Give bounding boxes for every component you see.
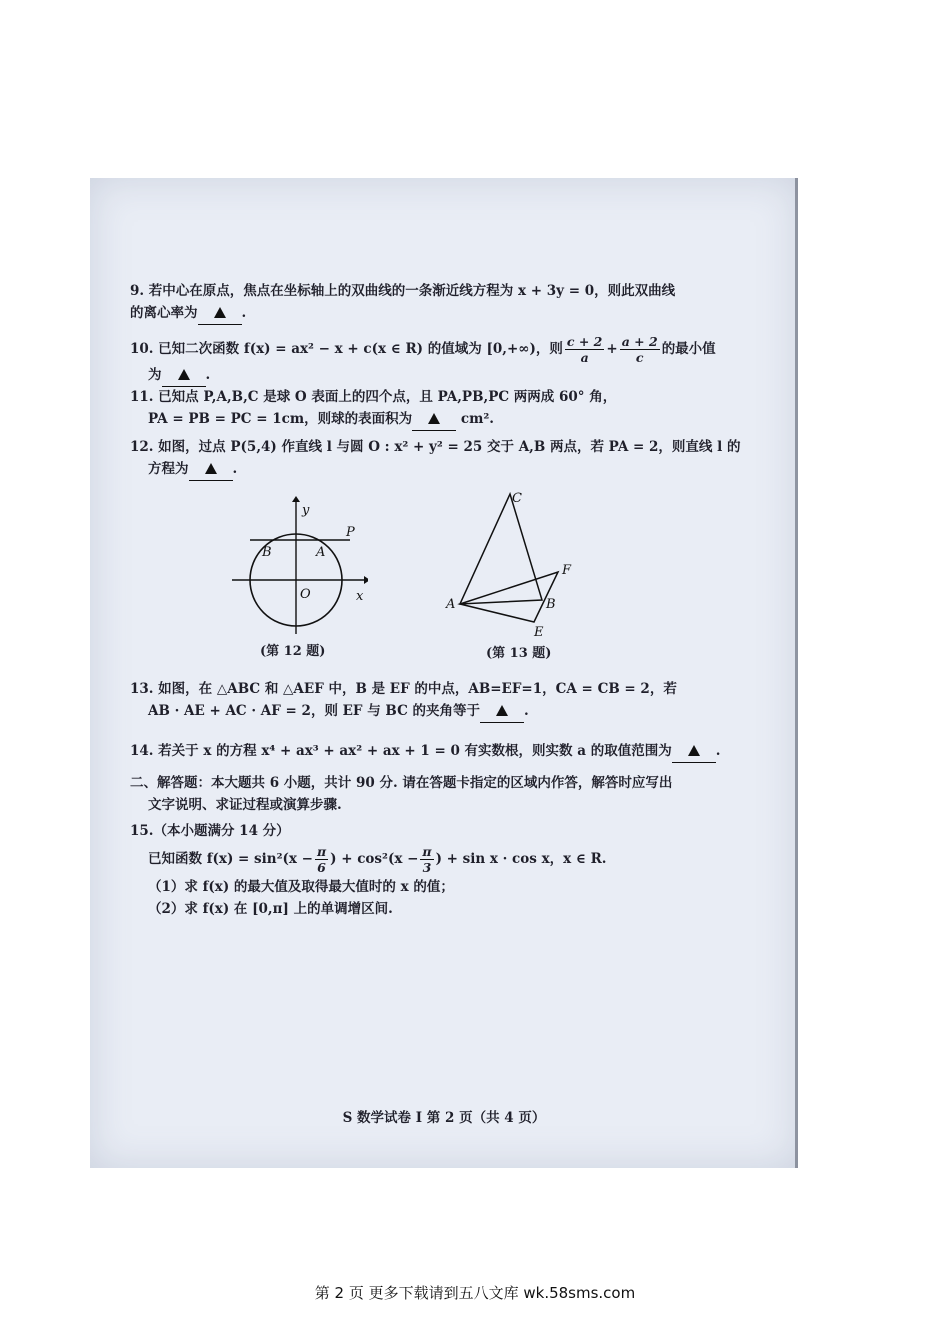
answer-blank — [162, 364, 206, 387]
label-y: y — [302, 503, 310, 518]
triangle-icon — [205, 463, 217, 474]
triangle-aef — [460, 572, 558, 622]
triangle-icon — [428, 413, 440, 424]
label-f: F — [562, 563, 572, 578]
label-x: x — [356, 589, 364, 604]
q9-line1: 9. 若中心在原点，焦点在坐标轴上的双曲线的一条渐近线方程为 x + 3y = 0，则此双曲线 — [130, 283, 676, 299]
fraction-2: $\frac{a + 2}{c}$ — [621, 333, 658, 365]
label-a: A — [446, 597, 456, 612]
scan-page-footer: S 数学试卷 I 第 2 页（共 4 页） — [342, 1110, 546, 1126]
answer-blank — [672, 740, 716, 763]
figure-12-circle-diagram — [228, 496, 368, 636]
q12-line2: 方程为 . — [130, 458, 740, 481]
answer-blank — [480, 700, 524, 723]
section-2-line1: 二、解答题：本大题共 6 小题，共计 90 分. 请在答题卡指定的区域内作答，解答时应写出 — [130, 775, 673, 791]
scan-edge — [795, 178, 798, 1168]
triangle-icon — [496, 705, 508, 716]
label-a: A — [316, 545, 326, 560]
pi-over-3: $\frac{\pi}{3}$ — [422, 843, 432, 875]
label-b: B — [546, 597, 556, 612]
question-12 — [130, 436, 740, 481]
x-arrow-icon — [364, 576, 368, 584]
q15-part2: （2）求 f(x) 在 [0,π] 上的单调增区间. — [148, 901, 393, 917]
answer-blank — [189, 458, 233, 481]
triangle-icon — [214, 307, 226, 318]
section-2-line2: 文字说明、求证过程或演算步骤. — [148, 797, 342, 813]
q10-line1: 10. 已知二次函数 f(x) = ax² − x + c(x ∈ R) 的值域为 [0,+∞)，则 $\frac{c + 2}{a}$ + $\frac{a + 2}{c}$ 的最小值 — [130, 333, 716, 365]
label-e: E — [534, 625, 544, 636]
question-15 — [130, 820, 607, 920]
page-footer: 第 2 页 更多下载请到五八文库 wk.58sms.com — [314, 1284, 636, 1302]
question-13 — [130, 678, 677, 723]
figure-12-caption: (第 12 题) — [260, 644, 326, 659]
section-2-heading — [130, 772, 672, 816]
q11-line1: 11. 已知点 P,A,B,C 是球 O 表面上的四个点，且 PA,PB,PC 两两成 60° 角， — [130, 389, 617, 405]
scanned-exam-page — [90, 178, 798, 1168]
answer-blank — [412, 408, 456, 431]
pi-over-6: $\frac{\pi}{6}$ — [316, 843, 327, 875]
q13-line2: AB · AE + AC · AF = 2，则 EF 与 BC 的夹角等于 . — [130, 700, 677, 723]
question-10 — [130, 334, 716, 387]
q12-line1: 12. 如图，过点 P(5,4) 作直线 l 与圆 O : x² + y² = 25 交于 A,B 两点，若 PA = 2，则直线 l 的 — [130, 439, 741, 455]
q10-line2: 为 . — [130, 364, 716, 387]
question-14: 14. 若关于 x 的方程 x⁴ + ax³ + ax² + ax + 1 = 0 有实数根，则实数 a 的取值范围为 . — [130, 740, 720, 763]
triangle-abc — [460, 494, 542, 604]
q15-title: 15.（本小题满分 14 分） — [130, 823, 290, 839]
q11-line2: PA = PB = PC = 1cm，则球的表面积为 cm². — [130, 408, 616, 431]
label-b: B — [262, 545, 272, 560]
q15-part1: （1）求 f(x) 的最大值及取得最大值时的 x 的值； — [148, 879, 454, 895]
triangle-icon — [178, 369, 190, 380]
label-o: O — [300, 587, 311, 602]
label-p: P — [346, 525, 355, 540]
fraction-1: $\frac{c + 2}{a}$ — [566, 333, 603, 365]
question-9 — [130, 280, 675, 325]
question-11 — [130, 386, 616, 431]
q9-line2: 的离心率为 . — [130, 302, 675, 325]
figure-13-triangles-diagram — [442, 486, 582, 636]
q13-line1: 13. 如图，在 △ABC 和 △AEF 中，B 是 EF 的中点，AB=EF=1，CA = CB = 2，若 — [130, 681, 677, 697]
answer-blank — [198, 302, 242, 325]
label-c: C — [512, 491, 522, 506]
figure-13-caption: (第 13 题) — [486, 646, 552, 661]
y-arrow-icon — [292, 496, 300, 502]
triangle-icon — [688, 745, 700, 756]
q15-given: 已知函数 f(x) = sin²(x − $\frac{\pi}{6}$ ) + cos²(x − $\frac{\pi}{3}$ ) + sin x · cos x，x ∈ R. — [148, 843, 607, 875]
